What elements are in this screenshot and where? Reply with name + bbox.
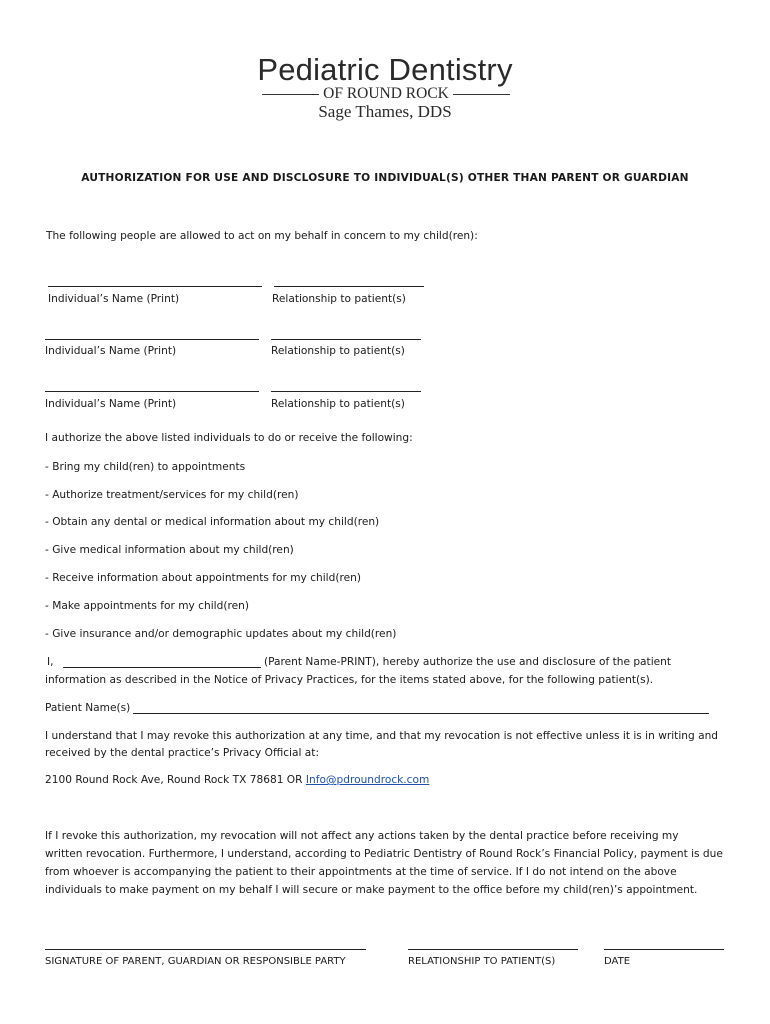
permission-item: - Bring my child(ren) to appointments xyxy=(45,461,246,473)
office-address xyxy=(45,774,429,786)
doctor-name: Sage Thames, DDS xyxy=(318,102,452,121)
permission-item: - Authorize treatment/services for my child(ren) xyxy=(45,489,299,501)
individual-name-field-2[interactable] xyxy=(45,339,259,340)
logo-left-rule xyxy=(262,94,319,95)
permission-item: - Give insurance and/or demographic updates about my child(ren) xyxy=(45,628,397,640)
individual-name-label: Individual’s Name (Print) xyxy=(45,345,177,357)
relationship-field-3[interactable] xyxy=(271,391,421,392)
individual-name-field-3[interactable] xyxy=(45,391,259,392)
permission-item: - Obtain any dental or medical information about my child(ren) xyxy=(45,516,380,528)
parent-line-prefix: I, xyxy=(47,656,54,668)
relationship-label: Relationship to patient(s) xyxy=(272,293,406,305)
address-text: 2100 Round Rock Ave, Round Rock TX 78681 OR xyxy=(45,774,306,786)
signature-label: SIGNATURE OF PARENT, GUARDIAN OR RESPONSIBLE PARTY xyxy=(45,956,346,967)
form-title: AUTHORIZATION FOR USE AND DISCLOSURE TO INDIVIDUAL(S) OTHER THAN PARENT OR GUARDIAN xyxy=(81,172,689,184)
patient-names-field[interactable] xyxy=(133,713,709,714)
date-field[interactable] xyxy=(604,949,724,950)
logo-right-rule xyxy=(453,94,510,95)
revoke-text-2: received by the dental practice’s Privacy Official at: xyxy=(45,747,320,759)
relationship-signature-field[interactable] xyxy=(408,949,578,950)
parent-line-2: information as described in the Notice of Privacy Practices, for the items stated above, for the following patient(s). xyxy=(45,674,654,686)
permission-item: - Give medical information about my child(ren) xyxy=(45,544,294,556)
policy-line: individuals to make payment on my behalf I will secure or make payment to the office before my child(ren)’s appointment. xyxy=(45,884,698,896)
individual-name-label: Individual’s Name (Print) xyxy=(45,398,177,410)
parent-name-field[interactable] xyxy=(63,667,261,668)
practice-location-row xyxy=(262,85,510,103)
revoke-text-1: I understand that I may revoke this authorization at any time, and that my revocation is not effective unless it is in writing and xyxy=(45,730,719,742)
individual-name-label: Individual’s Name (Print) xyxy=(48,293,180,305)
practice-name-logo: Pediatric Dentistry xyxy=(257,52,513,87)
email-link[interactable]: Info@pdroundrock.com xyxy=(305,774,430,786)
relationship-label: Relationship to patient(s) xyxy=(271,398,405,410)
permission-item: - Make appointments for my child(ren) xyxy=(45,600,249,612)
relationship-field-2[interactable] xyxy=(271,339,421,340)
relationship-label: Relationship to patient(s) xyxy=(271,345,405,357)
individual-name-field-1[interactable] xyxy=(48,286,262,287)
date-label: DATE xyxy=(604,956,631,967)
policy-line: If I revoke this authorization, my revocation will not affect any actions taken by the dental practice before receiving my xyxy=(45,830,679,842)
authorize-intro: I authorize the above listed individuals to do or receive the following: xyxy=(45,432,413,444)
intro-text: The following people are allowed to act on my behalf in concern to my child(ren): xyxy=(46,230,478,242)
permission-item: - Receive information about appointments for my child(ren) xyxy=(45,572,361,584)
policy-line: from whoever is accompanying the patient to their appointments at the time of service. If I do not intend on the above xyxy=(45,866,677,878)
patient-names-label: Patient Name(s) xyxy=(45,702,131,714)
parent-line-suffix: (Parent Name-PRINT), hereby authorize the use and disclosure of the patient xyxy=(264,656,672,668)
relationship-signature-label: RELATIONSHIP TO PATIENT(S) xyxy=(408,956,556,967)
relationship-field-1[interactable] xyxy=(274,286,424,287)
signature-field[interactable] xyxy=(45,949,366,950)
practice-location: OF ROUND ROCK xyxy=(323,85,449,102)
policy-line: written revocation. Furthermore, I understand, according to Pediatric Dentistry of Round Rock’s Financial Policy, payment is due xyxy=(45,848,723,860)
